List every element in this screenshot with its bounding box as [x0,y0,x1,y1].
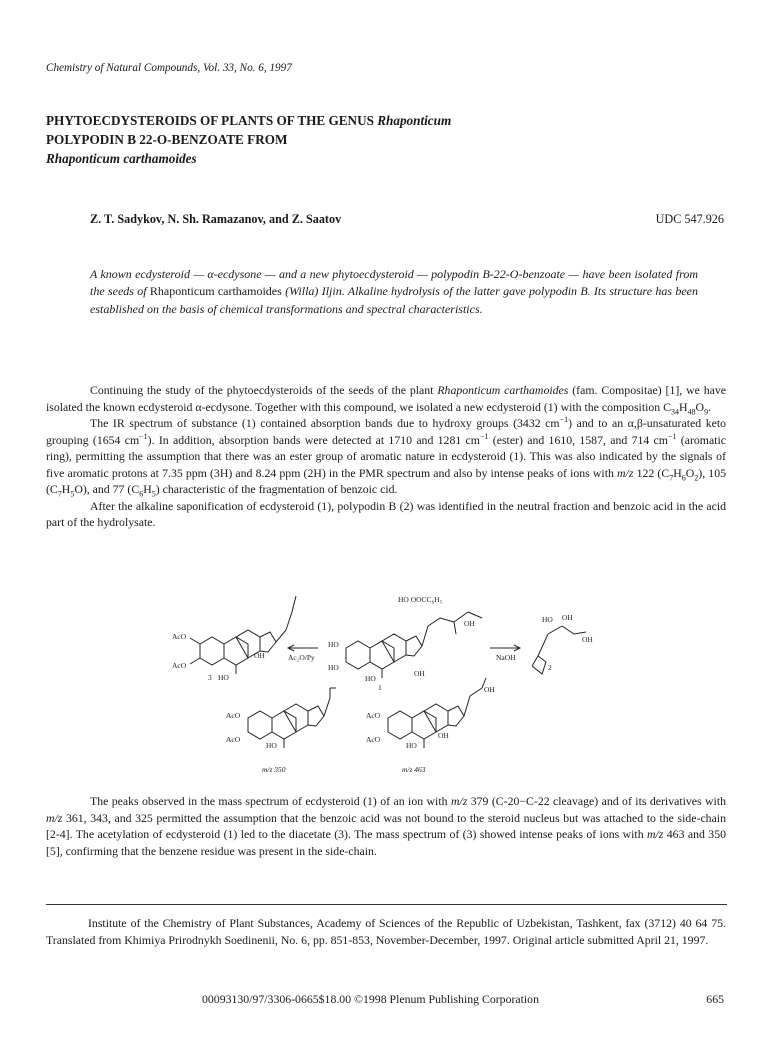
label-ho-benzoate: HO OOCC₆H₅ [398,595,443,604]
label-oh-3: OH [254,651,265,660]
title-line-1: PHYTOECDYSTEROIDS OF PLANTS OF THE GENUS Rhaponticum [46,113,452,128]
label-compound-1: 1 [378,683,382,692]
abstract: A known ecdysteroid — α-ecdysone — and a new phytoecdysteroid — polypodin B-22-O-benzoate — have been isolated from the seeds of Rhaponticum carthamoides (Willa) Iljin. Alkaline hydrolysis of the latter gave polypodin B. Its structure has been established on the basis of chemical transformations and spectral characteristics. [90,267,699,316]
label-ho-5: HO [266,741,277,750]
label-aco-3: AcO [226,711,241,720]
label-oh-5: OH [582,635,593,644]
body-text-top [46,382,726,531]
label-reagent-2: NaOH [496,653,516,662]
label-ho-2: HO [328,663,339,672]
structure-fragment-350 [248,688,336,748]
structure-fragment-463 [388,678,486,748]
page-number: 665 [706,992,724,1006]
label-oh-1: OH [464,619,475,628]
label-ho-4: HO [218,673,229,682]
abstract-plant: Rhaponticum carthamoides [149,284,282,299]
label-aco-4: AcO [226,735,241,744]
paragraph-1: Continuing the study of the phytoecdysteroids of the seeds of the plant Rhaponticum carthamoides (fam. Compositae) [1], we have isolated the known ecdysteroid α-ecdysone. Together with this compound, we isolated a new ecdysteroid (1) with the composition $C_{34}H_{48}O_9$. [46,383,727,416]
journal-header: Chemistry of Natural Compounds, Vol. 33, No. 6, 1997 [46,62,292,74]
structure-compound-2 [532,626,586,674]
label-aco-6: AcO [366,735,381,744]
structure-compound-3 [190,596,296,674]
footnote-divider [46,904,727,905]
authors: Z. T. Sadykov, N. Sh. Ramazanov, and Z. Saatov [90,212,342,226]
label-ho-oh: HO [542,615,553,624]
paragraph-2: The IR spectrum of substance (1) contained absorption bands due to hydroxy groups (3432 $cm^{-1}$) and to an α,β-unsaturated keto grouping (1654 $cm^{-1}$). In addition, absorption bands were detected at 1710 and 1281 $cm^{-1}$ (ester) and 1610, 1587, and 714 $cm^{-1}$ (aromatic ring), permitting the assumption that there was an ester group of aromatic nature in ecdysteroid (1). This was also indicated by the signals of five aromatic protons at 7.35 ppm (3H) and 8.24 ppm (2H) in the PMR spectrum and also by intense peaks of ions with m/z 122 $(C_7H_6O_2)$, 105 $(C_7H_5O)$, and 77 $(C_6H_5)$ characteristic of the fragmentation of benzoic cid. [46,415,727,499]
label-ho-3: HO [365,674,376,683]
udc-code: UDC 547.926 [655,212,724,226]
label-ho-1: HO [328,640,339,649]
label-oh-6: OH [484,685,495,694]
paragraph-3: After the alkaline saponification of ecdysteroid (1), polypodin B (2) was identified in the neutral fraction and benzoic acid in the acid part of the hydrolysate. [46,498,726,529]
label-mz-463: m/z 463 [402,765,426,774]
title-line-3: Rhaponticum carthamoides [46,151,197,166]
label-compound-3: 3 [208,673,212,682]
label-aco-1: AcO [172,632,187,641]
label-ho-6: HO [406,741,417,750]
label-reagent-1: Ac₂O/Py [288,653,315,662]
copyright-footer: 00093130/97/3306-0665$18.00 ©1998 Plenum Publishing Corporation [202,992,539,1006]
label-oh-2: OH [414,669,425,678]
label-compound-2: 2 [548,663,552,672]
label-mz-350: m/z 350 [262,765,286,774]
title-line-2: POLYPODIN B 22-O-BENZOATE FROM [46,132,288,147]
reaction-scheme [170,582,600,782]
title-genus: Rhaponticum [377,113,452,128]
label-aco-5: AcO [366,711,381,720]
footnote-affiliation: Institute of the Chemistry of Plant Substances, Academy of Sciences of the Republic of Uzbekistan, Tashkent, fax (3712) 40 64 75. Translated from Khimiya Prirodnykh Soedinenii, No. 6, pp. 851-853, November-December, 1997. Original article submitted April 21, 1997. [46,916,726,947]
body-text-bottom [46,793,726,859]
label-oh-7: OH [438,731,449,740]
paragraph-4: The peaks observed in the mass spectrum of ecdysteroid (1) of an ion with m/z 379 (C-20−C-22 cleavage) and of its derivatives with m/z 361, 343, and 325 permitted the assumption that the benzoic acid was not bound to the steroid nucleus but was attached to the side-chain [2-4]. The acetylation of ecdysteroid (1) led to the diacetate (3). The mass spectrum of (3) showed intense peaks of ions with m/z 463 and 350 [5], confirming that the benzene residue was present in the side-chain. [46,794,726,858]
label-aco-2: AcO [172,661,187,670]
label-oh-4: OH [562,613,573,622]
